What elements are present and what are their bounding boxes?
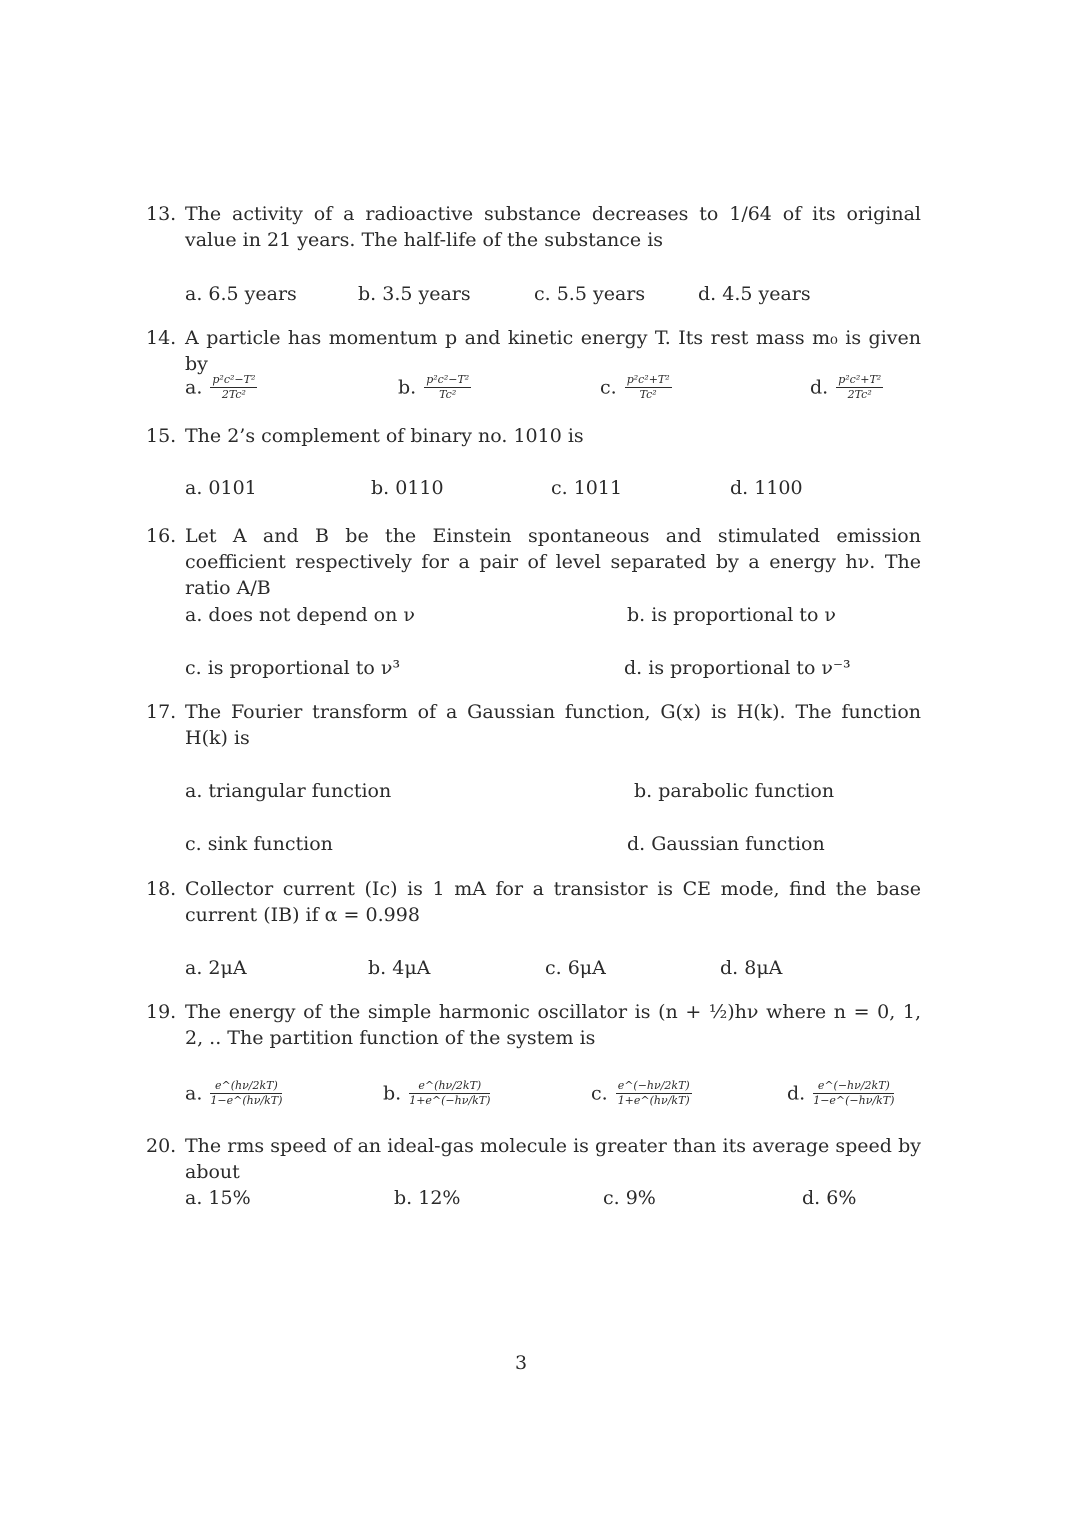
question-text: Let A and B be the Einstein spontaneous and stimulated emission coefficient respectively for a pair of level separated by a energy hν. The ratio A/B [185,525,921,599]
question-13 [146,201,921,253]
denominator: 2Tc² [847,388,872,401]
option-d: d. Gaussian function [627,833,825,855]
question-17 [146,699,921,751]
question-text: The rms speed of an ideal-gas molecule is greater than its average speed by about [185,1135,921,1183]
question-19 [146,999,921,1051]
numerator: e^(hν/2kT) [210,1080,282,1094]
numerator: p²c²+T² [626,373,670,386]
option-b: b. is proportional to ν [627,604,836,626]
option-b: b. 4μA [368,957,431,979]
denominator: 1+e^(hν/kT) [617,1094,690,1107]
numerator: p²c²−T² [212,373,256,386]
option-a [185,1080,282,1107]
option-d [787,1080,894,1107]
question-number: 20. [146,1135,177,1157]
option-c [591,1080,692,1107]
option-d: d. 8μA [720,957,783,979]
question-14 [146,325,921,377]
question-text: Collector current (Ic) is 1 mA for a transistor is CE mode, find the base current (IB) if α = 0.998 [185,878,921,926]
option-d [810,374,883,401]
question-15 [146,423,921,449]
option-label: c. [591,1082,608,1105]
denominator: 1−e^(hν/kT) [210,1094,283,1107]
question-number: 19. [146,1001,177,1023]
option-a: a. 6.5 years [185,283,297,305]
denominator: Tc² [439,388,457,401]
option-b: b. parabolic function [634,780,835,802]
denominator: Tc² [639,388,657,401]
fraction [625,374,672,401]
option-c: c. 9% [603,1187,656,1209]
option-b: b. 3.5 years [358,283,471,305]
option-a: a. 15% [185,1187,251,1209]
numerator: p²c²−T² [426,373,470,386]
question-number: 17. [146,701,177,723]
option-c: c. 5.5 years [534,283,646,305]
option-b: b. 12% [394,1187,461,1209]
option-label: b. [398,376,417,399]
option-a: a. 0101 [185,477,257,499]
denominator: 1+e^(−hν/kT) [409,1094,491,1107]
option-c: c. 6μA [545,957,606,979]
fraction [836,374,883,401]
numerator: e^(−hν/2kT) [617,1079,690,1092]
option-d: d. 1100 [730,477,803,499]
option-c: c. is proportional to ν³ [185,657,401,679]
fraction [616,1080,692,1107]
question-text: The 2’s complement of binary no. 1010 is [185,425,584,447]
option-b: b. 0110 [371,477,444,499]
option-c: c. sink function [185,833,333,855]
option-label: b. [383,1082,402,1105]
option-d: d. 4.5 years [698,283,811,305]
option-label: a. [185,1082,203,1105]
option-d: d. is proportional to ν⁻³ [624,657,851,679]
question-text: The Fourier transform of a Gaussian function, G(x) is H(k). The function H(k) is [185,701,921,749]
option-d: d. 6% [802,1187,857,1209]
fraction [210,374,257,401]
question-text: The energy of the simple harmonic oscillator is (n + ½)hν where n = 0, 1, 2, .. The partition function of the system is [185,1001,921,1049]
question-18 [146,876,921,928]
question-text: A particle has momentum p and kinetic energy T. Its rest mass m₀ is given by [185,327,921,375]
option-label: d. [787,1082,806,1105]
option-b [383,1080,490,1107]
option-a [185,374,257,401]
fraction [409,1080,490,1107]
fraction [424,374,471,401]
option-a: a. triangular function [185,780,392,802]
question-number: 18. [146,878,177,900]
denominator: 2Tc² [221,388,246,401]
option-a: a. does not depend on ν [185,604,415,626]
option-c [600,374,672,401]
option-label: d. [810,376,829,399]
question-number: 13. [146,203,177,225]
denominator: 1−e^(−hν/kT) [813,1094,895,1107]
numerator: e^(hν/2kT) [409,1080,490,1094]
fraction [813,1080,894,1107]
option-a: a. 2μA [185,957,247,979]
numerator: p²c²+T² [838,373,882,386]
question-number: 14. [146,327,177,349]
question-number: 16. [146,525,177,547]
option-c: c. 1011 [551,477,623,499]
question-16 [146,523,921,601]
question-number: 15. [146,425,177,447]
numerator: e^(−hν/2kT) [813,1080,894,1094]
option-b [398,374,471,401]
page-number: 3 [515,1352,528,1374]
option-label: a. [185,376,203,399]
question-20 [146,1133,921,1185]
option-label: c. [600,376,617,399]
question-text: The activity of a radioactive substance decreases to 1/64 of its original value in 21 years. The half-life of the substance is [185,203,921,251]
fraction [210,1080,282,1107]
